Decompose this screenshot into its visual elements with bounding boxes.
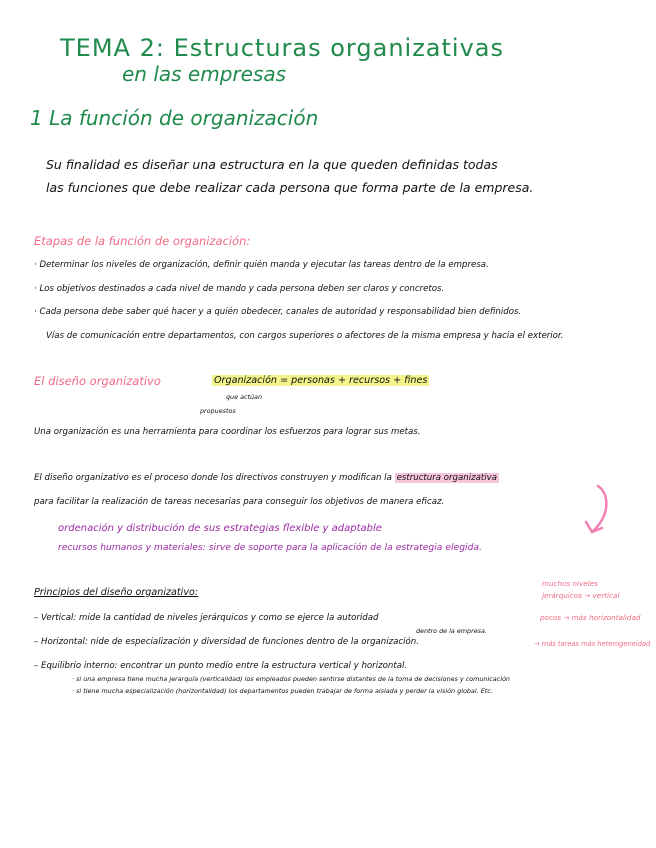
diseno-sub-2: recursos humanos y materiales: sirve de soporte para la aplicación de la estrategia elegida. xyxy=(58,542,482,553)
equilibrio-note-1: · si una empresa tiene mucha jerarquía (verticalidad) los empleados pueden sentirse distantes de la toma de decisiones y comunicación xyxy=(72,675,510,683)
curved-arrow-icon xyxy=(574,484,614,544)
equilibrio-note-2: · si tiene mucha especialización (horizontalidad) los departamentos pueden trabajar de forma aislada y perder la visión global. Etc. xyxy=(72,687,493,695)
note-personas: que actúan xyxy=(226,393,263,401)
etapas-heading: Etapas de la función de organización: xyxy=(34,234,251,248)
section-heading: 1 La función de organización xyxy=(30,106,319,130)
side-note: → más tareas más heterogeneidad xyxy=(534,639,651,648)
process-line-2: para facilitar la realización de tareas necesarias para conseguir los objetivos de manera eficaz. xyxy=(34,497,445,507)
principios-heading-text: Principios del diseño organizativo: xyxy=(34,587,199,598)
formula-text: Organización = personas + recursos + fines xyxy=(214,375,428,386)
principio-equilibrio: – Equilibrio interno: encontrar un punto medio entre la estructura vertical y horizontal. xyxy=(34,661,408,671)
side-note: muchos niveles xyxy=(542,579,598,588)
etapa-item: · Cada persona debe saber qué hacer y a quién obedecer, canales de autoridad y responsabilidad bien definidos. xyxy=(34,307,522,317)
vertical-note: dentro de la empresa. xyxy=(416,627,487,635)
principio-horizontal: – Horizontal: nide de especialización y diversidad de funciones dentro de la organización. xyxy=(34,637,419,647)
etapa-item: · Determinar los niveles de organización, definir quién manda y ejecutar las tareas dentro de la empresa. xyxy=(34,260,489,270)
etapa-item: Vías de comunicación entre departamentos, con cargos superiores o afectores de la misma empresa y hacia el exterior. xyxy=(46,331,564,341)
diseno-heading: El diseño organizativo xyxy=(34,374,161,388)
intro-line-1: Su finalidad es diseñar una estructura en la que queden definidas todas xyxy=(46,157,498,172)
principio-vertical: – Vertical: mide la cantidad de niveles jerárquicos y como se ejerce la autoridad xyxy=(34,613,379,623)
page-title-line2: en las empresas xyxy=(122,62,287,86)
process-text: El diseño organizativo es el proceso donde los directivos construyen y modifican la xyxy=(34,473,392,483)
diseno-sub-1: ordenación y distribución de sus estrategias flexible y adaptable xyxy=(58,523,382,534)
intro-line-2: las funciones que debe realizar cada persona que forma parte de la empresa. xyxy=(46,180,534,195)
side-note: jerárquicos → vertical xyxy=(542,591,620,600)
formula xyxy=(212,376,429,386)
process-highlight: estructura organizativa xyxy=(396,473,497,483)
note-fines: propuestos xyxy=(200,407,236,415)
page-title: TEMA 2: Estructuras organizativas xyxy=(60,34,504,62)
etapa-item: · Los objetivos destinados a cada nivel de mando y cada persona deben ser claros y concretos. xyxy=(34,284,445,294)
process-line-1 xyxy=(34,474,499,483)
definition: Una organización es una herramienta para coordinar los esfuerzos para lograr sus metas. xyxy=(34,427,421,437)
side-note: pocos → más horizontalidad xyxy=(540,613,641,622)
principios-heading xyxy=(34,588,198,598)
